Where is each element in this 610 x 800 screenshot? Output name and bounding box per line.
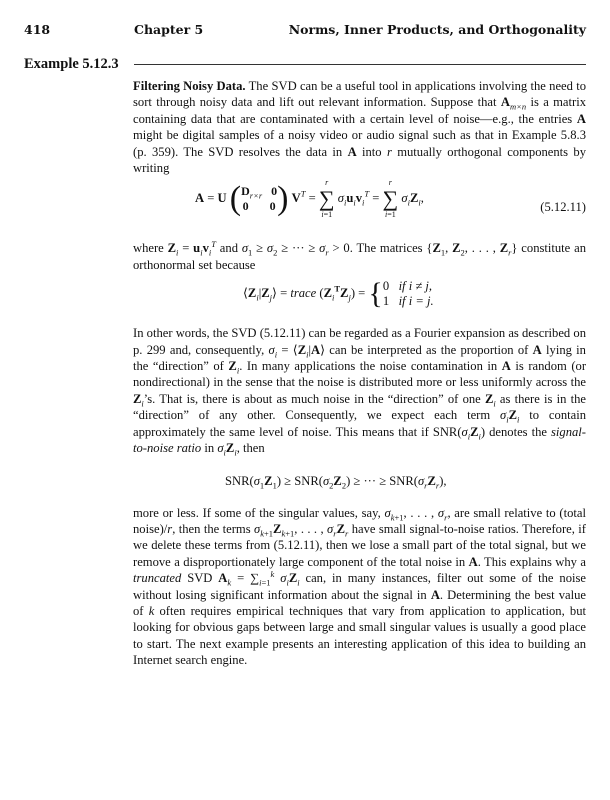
paragraph-2: where $Z_i = u_iv_i^T$ and $\sigma_1 \ge \sigma_2$ ≥ ··· ≥ $\sigma_r > 0$. The matrices {$Z_1$, $Z_2$, . . . , $Z_r$} constitute an orthonormal set because (133, 239, 586, 272)
chapter-label: Chapter 5 (134, 22, 204, 37)
inner-product-equation: $⟨Z_i|Z_j⟩$ = trace $(Z_i^TZ_j) = \{0$ if i ≠ j, 1 if i = j. (243, 277, 434, 311)
paragraph-4: more or less. If some of the singular values, say, $\sigma_{k+1}$, . . . , $\sigma_r$, are small relative to (total noise)/r, then the terms $\sigma_{k+1}Z_{k+1}$, . . . , $\sigma_rZ_r$ have small signal-to-noise ratios. Therefore, if we delete these terms from (5.12.11), then we lose a small part of the total signal, but we remove a disproportionately large component of the total noise in A. This explains why a truncated SVD $A_k = \sum_{i=1}^k$ $\sigma_iZ_i$ can, in many instances, filter out some of the noise without losing significant information about the signal in A. Determining the best value of k often requires empirical techniques that vary from application to application, but looking for obvious gaps between large and small singular values is usually a good place to start. The next example presents an interesting application of this idea to building an Internet search engine. (133, 505, 587, 668)
snr-inequality: $SNR(\sigma_1Z_1) \ge SNR(\sigma_2Z_2)$ ≥ ··· ≥ $SNR(\sigma_rZ_r)$, (225, 473, 447, 491)
example-label: Example 5.12.3 (24, 56, 119, 72)
truncated-term: truncated (133, 571, 182, 586)
snr-term: signal-to-noise ratio (133, 424, 586, 456)
body-text (133, 78, 586, 669)
running-header (24, 22, 586, 40)
paragraph-1: Filtering Noisy Data. The SVD can be a useful tool in applications involving the need to sort through noisy data and lift out relevant information. Suppose that $A_{m\times n}$ is a matrix containing data that are contaminated with a certain level of noise—e.g., the entries A might be digital samples of a noisy video or audio signal such as that in Example 5.8.3 (p. 359). The SVD resolves the data in A into r mutually orthogonal components by writing (133, 79, 587, 176)
equation-5-12-11: A = U ($D_{r\times r}$ 0 0 0) $V^T$ = r ∑ i=1 $\sigma_iu_iv_i^T$ = r ∑ i=1 $\sigma_iZ_i$, (5.12.11) (195, 178, 586, 220)
equation-number: (5.12.11) (540, 200, 586, 215)
chapter-title: Norms, Inner Products, and Orthogonality (288, 22, 586, 37)
paragraph-3: In other words, the SVD (5.12.11) can be regarded as a Fourier expansion as described on p. 299 and, consequently, $\sigma_i$ = $⟨Z_i|A⟩$ can be interpreted as the proportion of A lying in the “direction” of $Z_i$. In many applications the noise contamination in A is random (or nondirectional) in the sense that the noise is distributed more or less uniformly across the $Z_i’s$. That is, there is about as much noise in the “direction” of one $Z_i$ as there is in the “direction” of any other. Consequently, we expect each term $\sigma_iZ_i$ to contain approximately the same level of noise. This means that if $SNR(\sigma_iZ_i)$ denotes the signal-to-noise ratio in $\sigma_iZ_i$, then (133, 326, 587, 458)
example-heading (24, 56, 586, 74)
heading-rule (134, 64, 586, 65)
paragraph-title: Filtering Noisy Data. (133, 79, 246, 93)
page-number: 418 (24, 22, 51, 37)
